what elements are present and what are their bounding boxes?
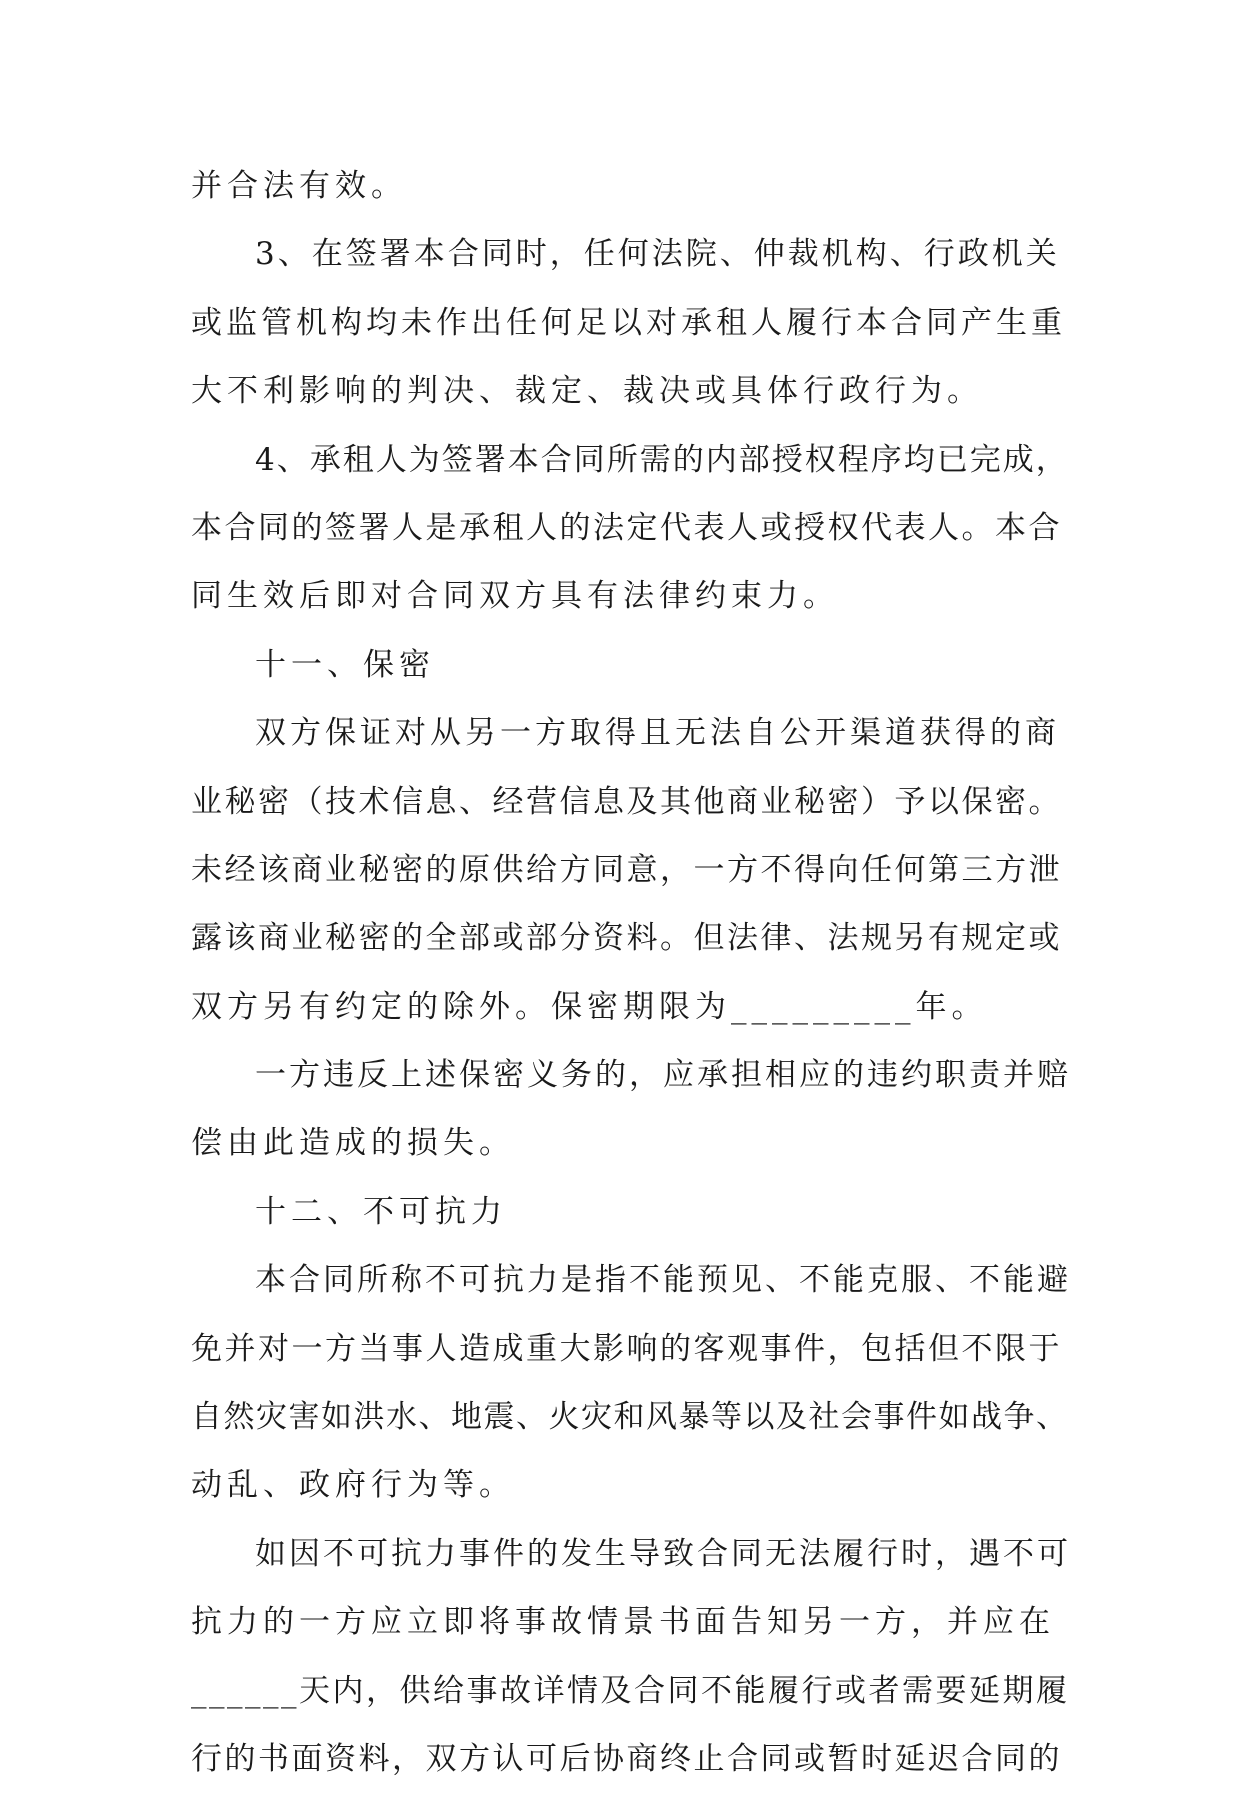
text-line: 同生效后即对合同双方具有法律约束力。	[191, 578, 839, 615]
text-line: 抗力的一方应立即将事故情景书面告知另一方，并应在	[191, 1604, 1055, 1641]
text-line: 动乱、政府行为等。	[191, 1467, 515, 1504]
text-line: 业秘密（技术信息、经营信息及其他商业秘密）予以保密。	[191, 783, 1062, 820]
text-line: 双方另有约定的除外。保密期限为_________年。	[191, 988, 988, 1025]
text-line: 偿由此造成的损失。	[191, 1125, 515, 1162]
text-line: 或监管机构均未作出任何足以对承租人履行本合同产生重	[191, 304, 1066, 341]
text-line: 本合同所称不可抗力是指不能预见、不能克服、不能避	[255, 1262, 1071, 1299]
text-line: 双方保证对从另一方取得且无法自公开渠道获得的商	[255, 715, 1060, 752]
text-line: 未经该商业秘密的原供给方同意，一方不得向任何第三方泄	[191, 851, 1062, 888]
text-line: 4、承租人为签署本合同所需的内部授权程序均已完成，	[255, 441, 1069, 478]
text-line: 免并对一方当事人造成重大影响的客观事件，包括但不限于	[191, 1330, 1062, 1367]
text-line: 一方违反上述保密义务的，应承担相应的违约职责并赔	[255, 1057, 1071, 1094]
text-line: 如因不可抗力事件的发生导致合同无法履行时，遇不可	[255, 1535, 1071, 1572]
text-line: 大不利影响的判决、裁定、裁决或具体行政行为。	[191, 373, 983, 410]
section-heading: 十一、保密	[255, 646, 435, 683]
text-line: 3、在签署本合同时，任何法院、仲裁机构、行政机关	[255, 236, 1060, 273]
document-body	[191, 152, 1071, 1793]
text-line: ______天内，供给事故详情及合同不能履行或者需要延期履	[191, 1672, 1070, 1709]
text-line: 并合法有效。	[191, 168, 407, 204]
text-line: 行的书面资料，双方认可后协商终止合同或暂时延迟合同的	[191, 1740, 1062, 1777]
text-line: 露该商业秘密的全部或部分资料。但法律、法规另有规定或	[191, 920, 1062, 957]
text-line: 自然灾害如洪水、地震、火灾和风暴等以及社会事件如战争、	[191, 1399, 1069, 1436]
section-heading: 十二、不可抗力	[255, 1193, 507, 1230]
text-line: 本合同的签署人是承租人的法定代表人或授权代表人。本合	[191, 509, 1062, 546]
